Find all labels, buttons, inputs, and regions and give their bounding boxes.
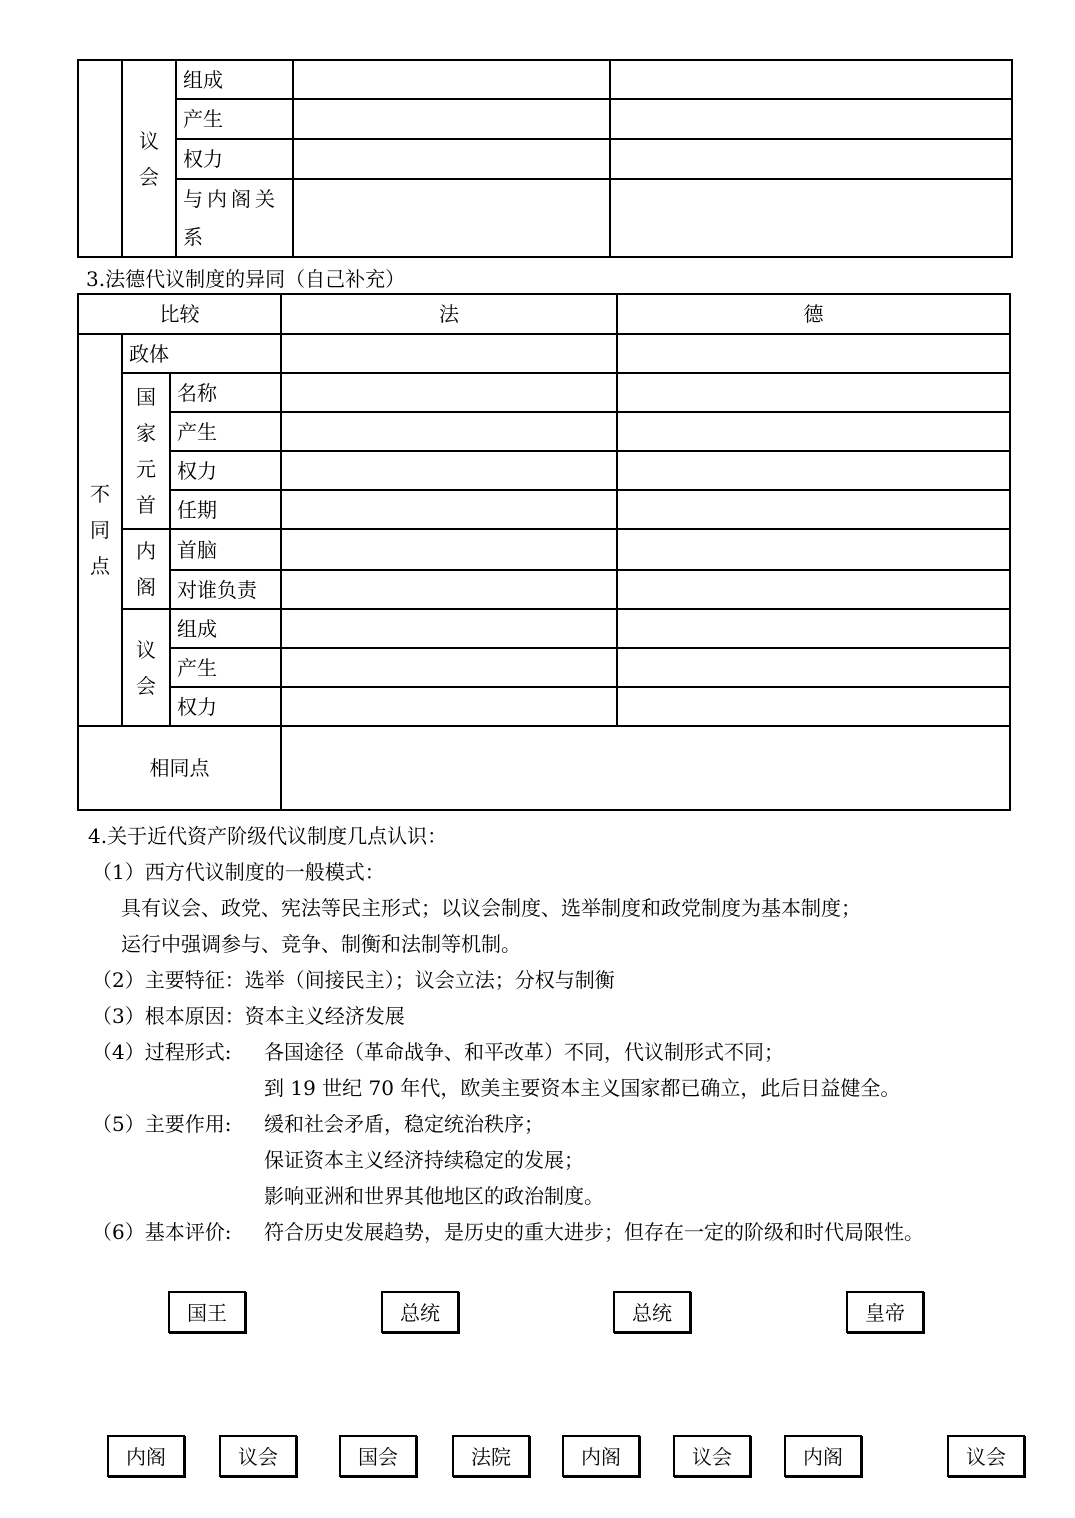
diagram-box-court: 法院 [452, 1435, 530, 1477]
similarities-answer-cell[interactable] [281, 726, 1010, 810]
section3-heading: 3.法德代议制度的异同（自己补充） [86, 267, 406, 291]
point-6-line-1: 符合历史发展趋势，是历史的重大进步；但存在一定的阶级和时代局限性。 [264, 1220, 924, 1244]
parliament-table [77, 59, 1013, 258]
answer-cell[interactable] [281, 373, 617, 412]
point-2: （2）主要特征：选举（间接民主）；议会立法；分权与制衡 [92, 968, 615, 992]
comparison-table [77, 293, 1011, 811]
answer-cell[interactable] [281, 451, 617, 490]
row-label: 产生 [170, 412, 281, 451]
point-1-line-1: 具有议会、政党、宪法等民主形式；以议会制度、选举制度和政党制度为基本制度； [121, 896, 861, 920]
answer-cell[interactable] [617, 648, 1010, 687]
row-label: 任期 [170, 490, 281, 529]
answer-cell[interactable] [617, 373, 1010, 412]
point-5-title: （5）主要作用: [92, 1112, 232, 1136]
point-4-title: （4）过程形式: [92, 1040, 232, 1064]
row-label: 产生 [170, 648, 281, 687]
row-label: 权力 [170, 687, 281, 726]
point-5-line-2: 保证资本主义经济持续稳定的发展； [264, 1148, 584, 1172]
diagram-box-parliament: 议会 [947, 1435, 1025, 1477]
diagram-box-president: 总统 [381, 1291, 459, 1333]
point-4-line-1: 各国途径（革命战争、和平改革）不同，代议制形式不同； [264, 1040, 784, 1064]
similarities-label: 相同点 [78, 726, 281, 810]
germany-header: 德 [617, 294, 1010, 334]
answer-cell[interactable] [281, 570, 617, 609]
row-label: 首脑 [170, 529, 281, 570]
section4-heading: 4.关于近代资产阶级代议制度几点认识： [88, 824, 448, 848]
answer-cell[interactable] [281, 687, 617, 726]
france-header: 法 [281, 294, 617, 334]
head-of-state-label: 国家元首 [122, 373, 170, 529]
parliament-label: 议会 [122, 60, 176, 257]
answer-cell[interactable] [610, 60, 1012, 99]
point-4-line-2: 到 19 世纪 70 年代，欧美主要资本主义国家都已确立，此后日益健全。 [264, 1076, 901, 1100]
parliament-label: 议会 [122, 609, 170, 726]
diagram-box-parliament: 议会 [219, 1435, 297, 1477]
answer-cell[interactable] [617, 529, 1010, 570]
row-label: 与内阁关系 [176, 179, 293, 257]
answer-cell[interactable] [617, 412, 1010, 451]
answer-cell[interactable] [293, 60, 610, 99]
answer-cell[interactable] [281, 412, 617, 451]
answer-cell[interactable] [281, 490, 617, 529]
row-label: 权力 [170, 451, 281, 490]
point-1-line-2: 运行中强调参与、竞争、制衡和法制等机制。 [121, 932, 521, 956]
answer-cell[interactable] [617, 687, 1010, 726]
answer-cell[interactable] [617, 609, 1010, 648]
row-label: 名称 [170, 373, 281, 412]
row-label: 组成 [170, 609, 281, 648]
answer-cell[interactable] [281, 648, 617, 687]
diagram-box-cabinet: 内阁 [784, 1435, 862, 1477]
answer-cell[interactable] [610, 139, 1012, 179]
diagram-box-cabinet: 内阁 [562, 1435, 640, 1477]
point-5-line-3: 影响亚洲和世界其他地区的政治制度。 [264, 1184, 604, 1208]
answer-cell[interactable] [610, 99, 1012, 139]
answer-cell[interactable] [617, 570, 1010, 609]
row-label: 产生 [176, 99, 293, 139]
answer-cell[interactable] [281, 334, 617, 373]
point-1-title: （1）西方代议制度的一般模式： [92, 860, 385, 884]
answer-cell[interactable] [617, 334, 1010, 373]
answer-cell[interactable] [293, 179, 610, 257]
answer-cell[interactable] [610, 179, 1012, 257]
cabinet-label: 内阁 [122, 529, 170, 609]
point-6-title: （6）基本评价: [92, 1220, 232, 1244]
row-label: 组成 [176, 60, 293, 99]
diagram-box-parliament: 议会 [673, 1435, 751, 1477]
row-label: 对谁负责 [170, 570, 281, 609]
answer-cell[interactable] [281, 529, 617, 570]
answer-cell[interactable] [617, 451, 1010, 490]
blank-group-cell [78, 60, 122, 257]
point-3: （3）根本原因：资本主义经济发展 [92, 1004, 405, 1028]
row-label: 权力 [176, 139, 293, 179]
diagram-box-emperor: 皇帝 [846, 1291, 924, 1333]
diagram-box-congress: 国会 [339, 1435, 417, 1477]
answer-cell[interactable] [293, 99, 610, 139]
answer-cell[interactable] [293, 139, 610, 179]
answer-cell[interactable] [281, 609, 617, 648]
compare-header: 比较 [78, 294, 281, 334]
polity-label: 政体 [122, 334, 281, 373]
point-5-line-1: 缓和社会矛盾，稳定统治秩序； [264, 1112, 544, 1136]
answer-cell[interactable] [617, 490, 1010, 529]
differences-label: 不同点 [78, 334, 122, 726]
diagram-box-cabinet: 内阁 [107, 1435, 185, 1477]
diagram-box-president: 总统 [613, 1291, 691, 1333]
diagram-box-king: 国王 [168, 1291, 246, 1333]
